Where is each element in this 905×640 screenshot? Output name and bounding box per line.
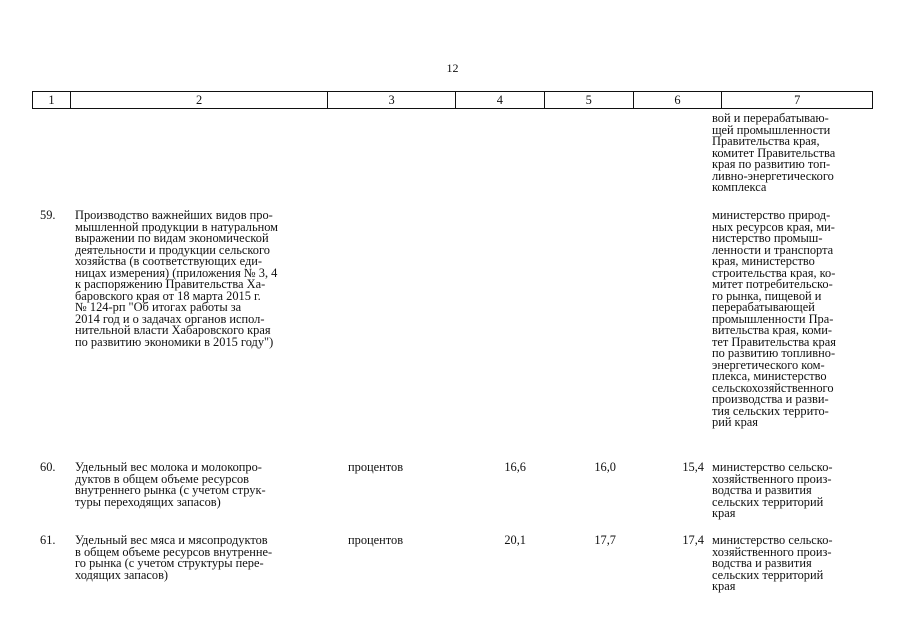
value-col-5: 16,0 (594, 460, 616, 474)
row-number: 60. (40, 460, 56, 474)
responsible-cell: вой и перерабатываю- щей промышленности Правительства края, комитет Правительства края по развитию топ- ливно-энергетического комплекса (712, 111, 836, 194)
row-number: 61. (40, 533, 56, 547)
indicator-name: Удельный вес молока и молокопро- дуктов в общем объеме ресурсов внутреннего рынка (с учетом струк- туры переходящих запасов) (75, 460, 266, 509)
indicator-name: Производство важнейших видов про- мышленной продукции в натуральном выражении по видам экономической деятельности и продукции сельского хозяйства (в соответствующих еди- ницах измерения) (приложения № 3, 4 к распоряжению Правительства Ха- баровского края от 18 марта 2015 г. № 124-рп "Об итогах работы за 2014 год и о задачах органов испол- нительной власти Хабаровского края по развитию экономики в 2015 году") (75, 208, 279, 349)
header-col-1: 1 (33, 92, 71, 108)
table-header-row (32, 91, 873, 109)
value-col-4: 20,1 (504, 533, 526, 547)
value-col-4: 16,6 (504, 460, 526, 474)
header-col-3: 3 (328, 92, 456, 108)
responsible-cell: министерство природ- ных ресурсов края, ми- нистерство промыш- ленности и транспорта края, министерство строительства края, ко- митет потребительско- го рынка, пищевой и перерабатывающей промышленности Пра- вительства края, коми- тет Правительства края по развитию топливно- энергетического ком- плекса, министерство сельскохозяйственного производства и разви- тия сельских террито- рий края (712, 208, 836, 429)
header-col-5: 5 (545, 92, 634, 108)
row-number: 59. (40, 208, 56, 222)
indicator-name: Удельный вес мяса и мясопродуктов в общем объеме ресурсов внутренне- го рынка (с учетом структуры пере- ходящих запасов) (75, 533, 273, 582)
header-col-2: 2 (71, 92, 328, 108)
header-col-6: 6 (634, 92, 723, 108)
header-col-4: 4 (456, 92, 545, 108)
value-col-5: 17,7 (594, 533, 616, 547)
page-number: 12 (446, 61, 459, 75)
unit-cell: процентов (348, 460, 404, 474)
responsible-cell: министерство сельско- хозяйственного произ- водства и развития сельских территорий края (712, 533, 833, 593)
value-col-6: 17,4 (682, 533, 704, 547)
header-col-7: 7 (794, 93, 801, 107)
responsible-cell: министерство сельско- хозяйственного произ- водства и развития сельских территорий края (712, 460, 833, 520)
value-col-6: 15,4 (682, 460, 704, 474)
unit-cell: процентов (348, 533, 404, 547)
